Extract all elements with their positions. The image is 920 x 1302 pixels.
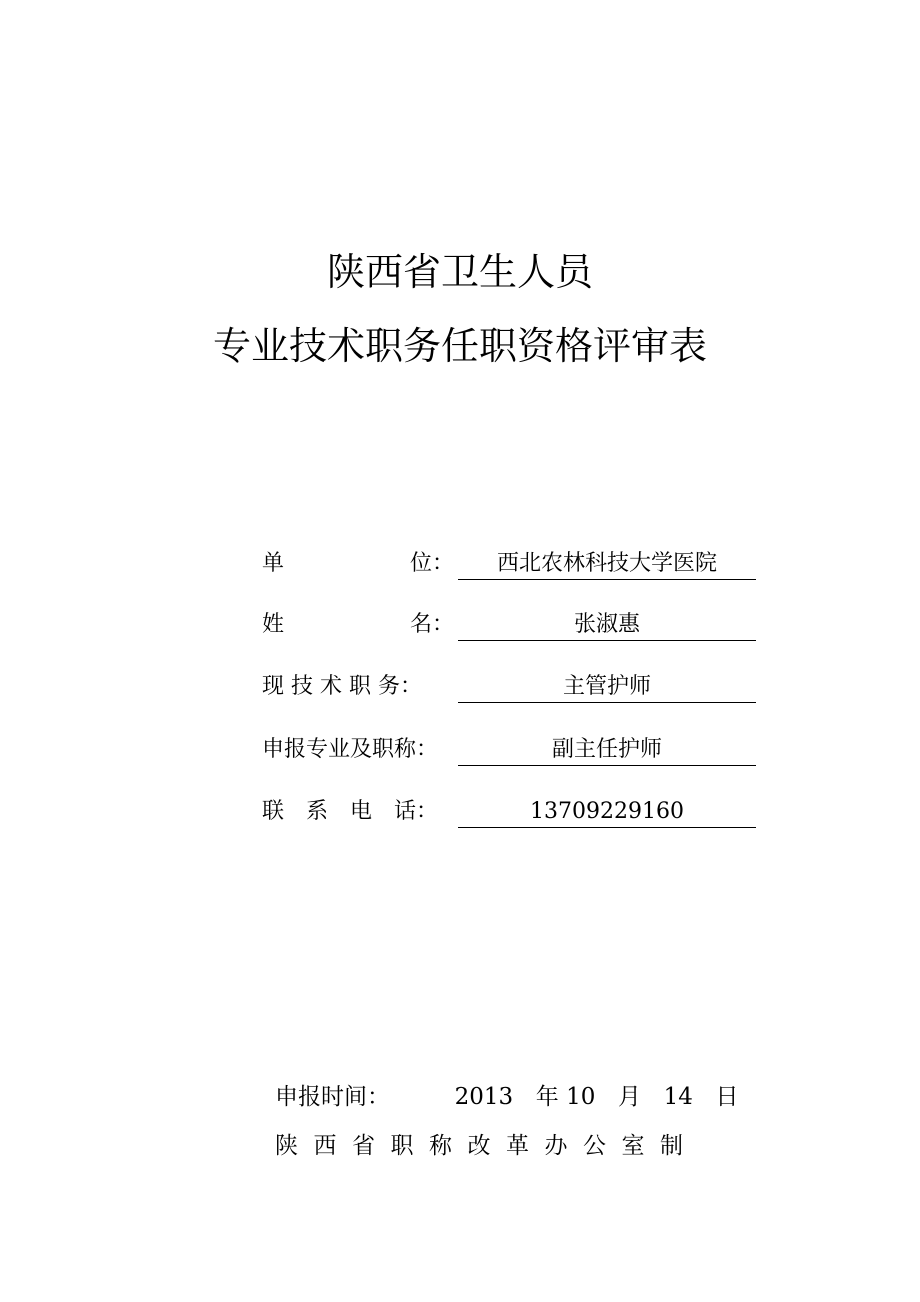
field-unit (262, 549, 756, 583)
issuer-footer: 陕西省职称改革办公室制 (275, 1133, 699, 1159)
field-applied-title (262, 735, 756, 769)
application-date-label: 申报时间： (275, 1084, 390, 1110)
field-current-title-value: 主管护师 (458, 672, 756, 703)
field-name-label (262, 610, 458, 640)
application-date-day-unit: 日 (715, 1084, 739, 1110)
field-current-title (262, 672, 756, 706)
application-date-month: 10 (566, 1084, 596, 1110)
field-phone-label: 联 系 电 话： (262, 799, 439, 824)
field-unit-label (262, 549, 458, 579)
application-date (275, 1082, 739, 1112)
field-applied-title-label: 申报专业及职称： (262, 737, 439, 762)
field-name-value: 张淑惠 (458, 610, 756, 641)
document-title-line-1: 陕西省卫生人员 (326, 250, 593, 294)
field-name-label-part2: 名： (410, 612, 455, 637)
application-date-month-unit: 月 (618, 1084, 642, 1110)
field-unit-value: 西北农林科技大学医院 (458, 549, 756, 580)
document-title-line-2: 专业技术职务任职资格评审表 (212, 324, 707, 368)
application-date-year: 2013 (454, 1084, 514, 1110)
field-unit-label-part1: 单 (262, 551, 285, 576)
field-name (262, 610, 756, 644)
application-date-year-unit: 年 (535, 1084, 559, 1110)
field-current-title-label: 现 技 术 职 务： (262, 674, 422, 699)
field-name-label-part1: 姓 (262, 612, 285, 637)
field-unit-label-part2: 位： (410, 551, 455, 576)
field-phone-value: 13709229160 (458, 797, 756, 828)
field-phone (262, 797, 756, 831)
application-date-day: 14 (663, 1084, 693, 1110)
field-applied-title-value: 副主任护师 (458, 735, 756, 766)
